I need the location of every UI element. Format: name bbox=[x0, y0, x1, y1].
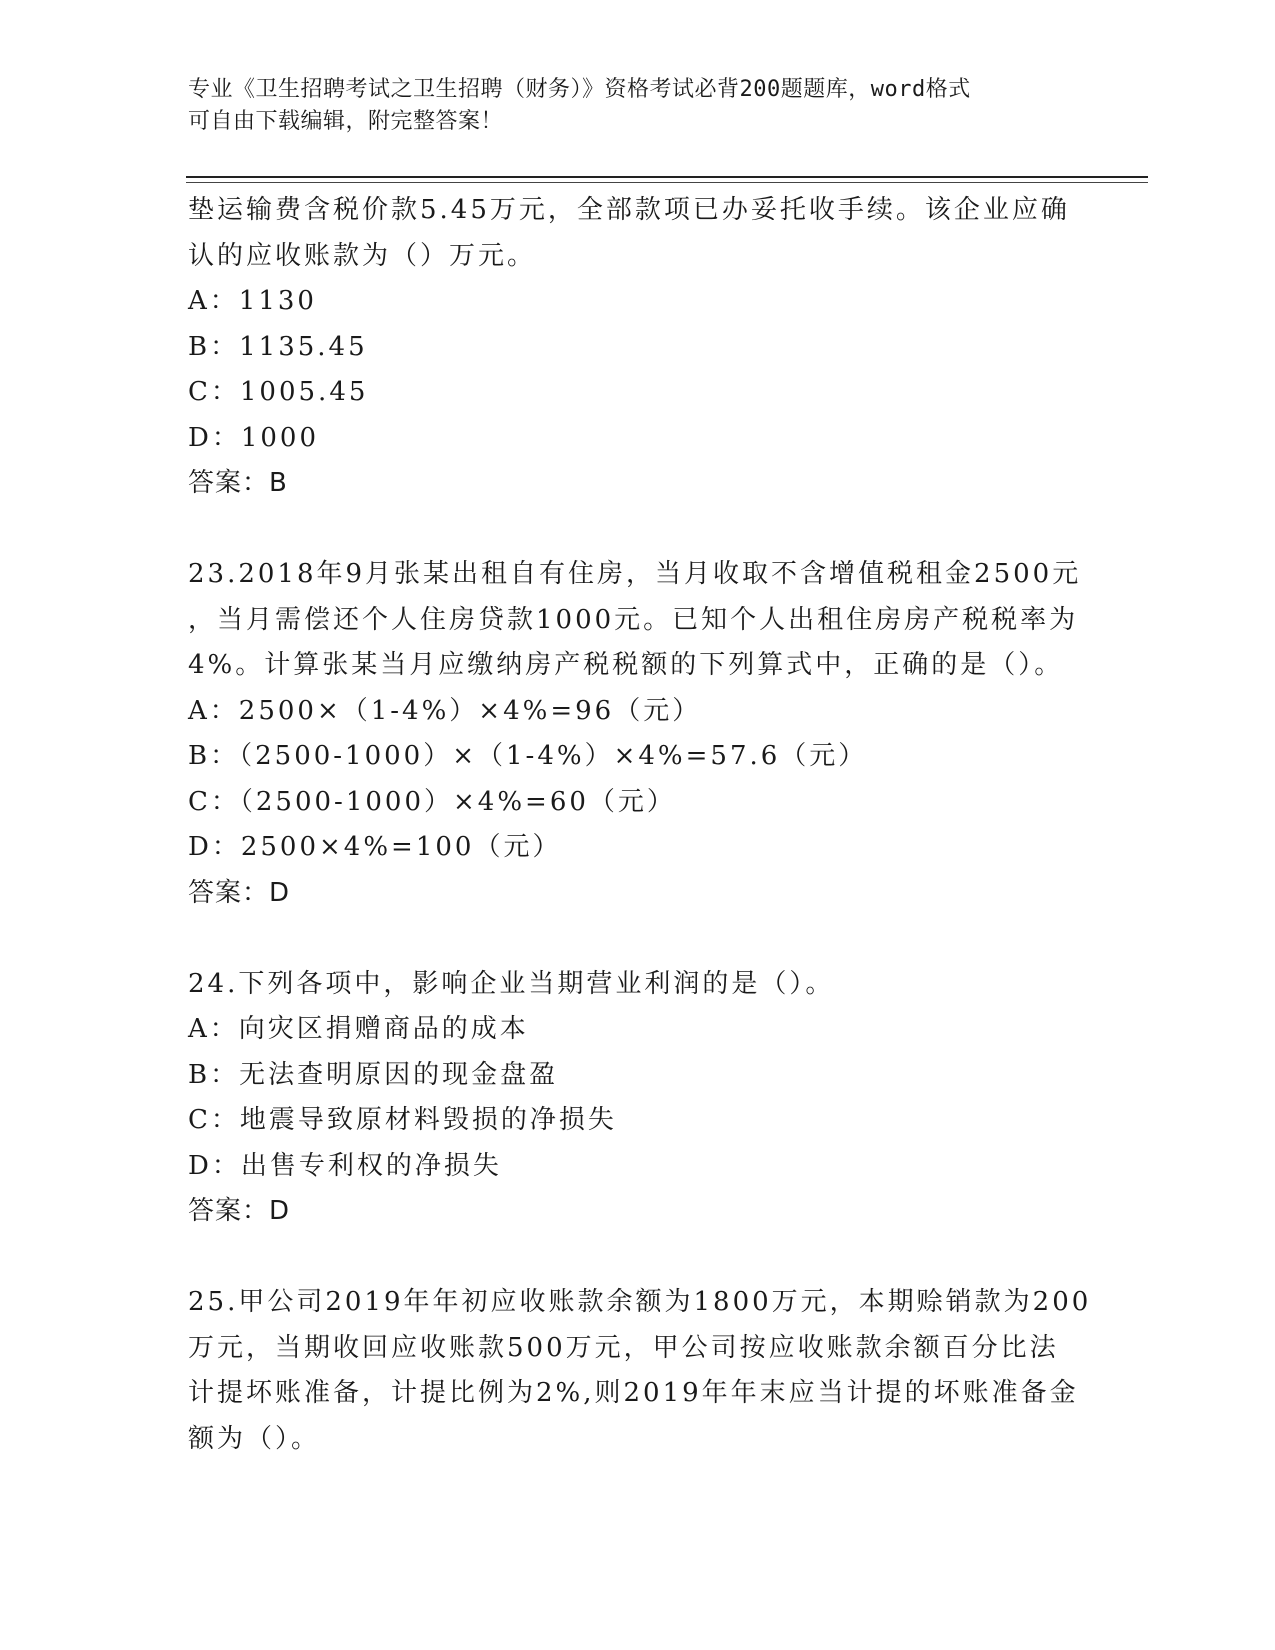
question-text-line: 25.甲公司2019年年初应收账款余额为1800万元，本期赊销款为200 bbox=[188, 1287, 1092, 1317]
question-23 bbox=[188, 552, 1088, 916]
option-b: B：（2500-1000）×（1-4%）×4%=57.6（元） bbox=[188, 741, 868, 771]
question-spacer bbox=[188, 507, 1088, 553]
header-title-line-2: 可自由下载编辑，附完整答案！ bbox=[188, 109, 504, 134]
page-header bbox=[188, 74, 1068, 138]
question-25 bbox=[188, 1280, 1092, 1462]
option-a: A：向灾区捐赠商品的成本 bbox=[188, 1014, 529, 1044]
option-c: C：1005.45 bbox=[188, 377, 369, 407]
answer-line: 答案：D bbox=[188, 877, 291, 908]
option-d: D：2500×4%=100（元） bbox=[188, 832, 562, 862]
question-text-line: ，当月需偿还个人住房贷款1000元。已知个人出租住房房产税税率为 bbox=[188, 604, 1079, 635]
question-text-line: 垫运输费含税价款5.45万元，全部款项已办妥托收手续。该企业应确 bbox=[188, 195, 1070, 225]
question-24 bbox=[188, 962, 1088, 1235]
option-d: D：出售专利权的净损失 bbox=[188, 1150, 502, 1181]
option-b: B：无法查明原因的现金盘盈 bbox=[188, 1059, 559, 1090]
answer-line: 答案：D bbox=[188, 1196, 291, 1226]
option-a: A：1130 bbox=[188, 286, 317, 316]
question-text-line: 23.2018年9月张某出租自有住房，当月收取不含增值税租金2500元 bbox=[188, 559, 1082, 589]
document-body bbox=[188, 188, 1092, 1462]
question-text-line: 万元，当期收回应收账款500万元，甲公司按应收账款余额百分比法 bbox=[188, 1332, 1059, 1363]
question-text-line: 24.下列各项中，影响企业当期营业利润的是（）。 bbox=[188, 968, 835, 999]
option-c: C：（2500-1000）×4%=60（元） bbox=[188, 786, 676, 817]
question-text-line: 认的应收账款为（）万元。 bbox=[188, 240, 537, 271]
option-c: C：地震导致原材料毁损的净损失 bbox=[188, 1105, 617, 1135]
question-22 bbox=[188, 188, 1088, 507]
question-spacer bbox=[188, 1235, 1088, 1281]
option-d: D：1000 bbox=[188, 422, 320, 453]
question-spacer bbox=[188, 916, 1088, 962]
question-text-line: 4%。计算张某当月应缴纳房产税税额的下列算式中，正确的是（）。 bbox=[188, 650, 1064, 680]
answer-line: 答案：B bbox=[188, 468, 288, 498]
question-text-line: 计提坏账准备，计提比例为2%,则2019年年末应当计提的坏账准备金 bbox=[188, 1378, 1079, 1408]
header-title-line-1: 专业《卫生招聘考试之卫生招聘（财务）》资格考试必背200题题库，word格式 bbox=[188, 77, 971, 102]
option-a: A：2500×（1-4%）×4%=96（元） bbox=[188, 695, 702, 726]
question-text-line: 额为（）。 bbox=[188, 1423, 321, 1454]
header-rule-thin bbox=[186, 182, 1148, 183]
option-b: B：1135.45 bbox=[188, 331, 368, 362]
header-rule-thick bbox=[186, 176, 1148, 178]
